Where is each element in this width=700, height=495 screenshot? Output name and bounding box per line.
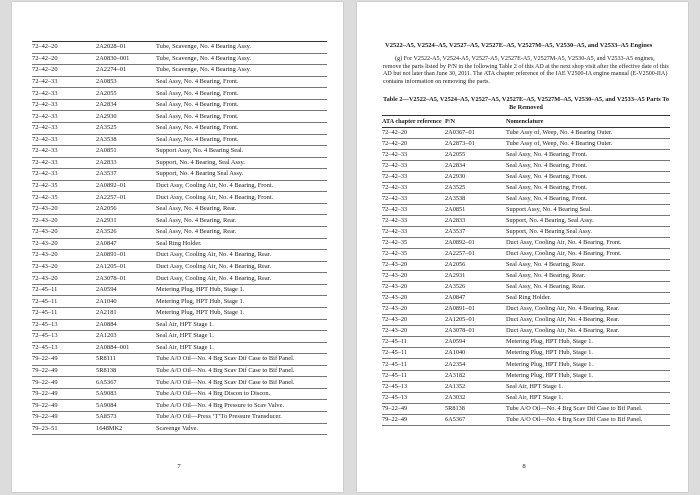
part-number-cell: 5A8573: [96, 412, 156, 424]
ata-reference-cell: 79–22–49: [32, 354, 96, 366]
nomenclature-cell: Duct Assy, Cooling Air, No. 4 Bearing, Front.: [156, 180, 327, 192]
table-row: [32, 284, 327, 296]
nomenclature-cell: Seal Assy, No. 4 Bearing, Front.: [156, 111, 327, 123]
table-header: [382, 116, 670, 128]
nomenclature-cell: Seal Assy, No. 4 Bearing, Front.: [506, 193, 670, 204]
ata-reference-cell: 72–42–33: [382, 193, 445, 204]
nomenclature-cell: Seal Assy, No. 4 Bearing, Front.: [506, 160, 670, 171]
table-row: [382, 414, 670, 425]
table-row: [382, 293, 670, 304]
ata-reference-cell: 72–45–13: [32, 342, 96, 354]
nomenclature-cell: Tube A/O Oil—No. 4 Brg Scav Dif Case to Bif Panel.: [156, 365, 327, 377]
nomenclature-cell: Metering Plug, HPT Hub, Stage 1.: [506, 348, 670, 359]
table-row: [382, 304, 670, 315]
table-row: [32, 180, 327, 192]
nomenclature-cell: Metering Plug, HPT Hub, Stage 1.: [506, 370, 670, 381]
part-number-cell: 2A0884–001: [96, 342, 156, 354]
part-number-cell: 5R8138: [445, 403, 506, 414]
table-row: [32, 354, 327, 366]
ata-reference-cell: 79–23–51: [32, 423, 96, 435]
nomenclature-cell: Tube A/O Oil—No. 4 Brg Scav Dif Case to Bif Panel.: [156, 377, 327, 389]
column-header-ata: ATA chapter reference: [382, 116, 445, 128]
ata-reference-cell: 72–42–33: [32, 88, 96, 100]
ata-reference-cell: 79–22–49: [32, 377, 96, 389]
part-number-cell: 2A3525: [445, 182, 506, 193]
ata-reference-cell: 72–42–20: [32, 65, 96, 77]
nomenclature-cell: Tube A/O Oil—No. 4 Brg Scav Dif Case to Bif Panel.: [156, 354, 327, 366]
part-number-cell: 2A3182: [445, 370, 506, 381]
nomenclature-cell: Tube, Scavenge, No. 4 Bearing Assy.: [156, 65, 327, 77]
ata-reference-cell: 72–42–33: [32, 122, 96, 134]
ata-reference-cell: 72–42–35: [382, 237, 445, 248]
part-number-cell: 2A0853: [96, 76, 156, 88]
nomenclature-cell: Seal Assy, No. 4 Bearing, Rear.: [156, 227, 327, 239]
ata-reference-cell: 72–42–33: [32, 157, 96, 169]
ata-reference-cell: 72–42–20: [32, 42, 96, 54]
part-number-cell: 2A3078–01: [445, 326, 506, 337]
table-row: [382, 204, 670, 215]
table-row: [32, 227, 327, 239]
table-row: [382, 337, 670, 348]
parts-table-continued: [32, 41, 327, 435]
table-row: [32, 169, 327, 181]
ata-reference-cell: 72–42–33: [382, 182, 445, 193]
part-number-cell: 2A0892–01: [445, 237, 506, 248]
part-number-cell: 2A1205–01: [96, 261, 156, 273]
part-number-cell: 2A0851: [445, 204, 506, 215]
nomenclature-cell: Metering Plug, HPT Hub, Stage 1.: [506, 337, 670, 348]
nomenclature-cell: Seal Air, HPT Stage 1.: [506, 392, 670, 403]
nomenclature-cell: Tube A/O Oil—No. 4 Brg Scav Dif Case to Bif Panel.: [506, 403, 670, 414]
part-number-cell: 5A9083: [96, 388, 156, 400]
part-number-cell: 2A0594: [96, 284, 156, 296]
table-row: [32, 146, 327, 158]
ata-reference-cell: 72–42–20: [382, 127, 445, 138]
nomenclature-cell: Duct Assy, Cooling Air, No. 4 Bearing, Front.: [156, 192, 327, 204]
table-row: [382, 403, 670, 414]
nomenclature-cell: Metering Plug, HPT Hub, Stage 1.: [156, 307, 327, 319]
table-caption: Table 2—V2522–A5, V2524–A5, V2527–A5, V2527E–A5, V2527M–A5, V2530–A5, and V2533–A5 Parts To Be Removed: [383, 96, 669, 111]
table-row: [32, 88, 327, 100]
ata-reference-cell: 72–42–33: [382, 215, 445, 226]
part-number-cell: 2A3032: [445, 392, 506, 403]
parts-table-2: [382, 115, 670, 426]
nomenclature-cell: Support Assy, No. 4 Bearing Seal.: [506, 204, 670, 215]
part-number-cell: 2A0830–001: [96, 53, 156, 65]
table-row: [32, 157, 327, 169]
ata-reference-cell: 72–43–20: [382, 304, 445, 315]
table-row: [382, 149, 670, 160]
nomenclature-cell: Metering Plug, HPT Hub, Stage 1.: [506, 359, 670, 370]
ata-reference-cell: 72–42–33: [382, 204, 445, 215]
nomenclature-cell: Seal Assy, No. 4 Bearing, Front.: [506, 171, 670, 182]
nomenclature-cell: Tube, Scavenge, No. 4 Bearing Assy.: [156, 42, 327, 54]
nomenclature-cell: Duct Assy, Cooling Air, No. 4 Bearing, Rear.: [506, 315, 670, 326]
ata-reference-cell: 72–43–20: [382, 271, 445, 282]
nomenclature-cell: Seal Assy, No. 4 Bearing, Rear.: [506, 282, 670, 293]
nomenclature-cell: Support, No. 4 Bearing, Seal Assy.: [156, 157, 327, 169]
section-heading: V2522–A5, V2524–A5, V2527–A5, V2527E–A5, V2527M–A5, V2530–A5, and V2533–A5 Engines: [385, 42, 653, 49]
column-header-pn: P/N: [445, 116, 506, 128]
part-number-cell: 2A2833: [96, 157, 156, 169]
part-number-cell: 2A3525: [96, 122, 156, 134]
nomenclature-cell: Seal Air, HPT Stage 1.: [156, 319, 327, 331]
part-number-cell: 2A1040: [445, 348, 506, 359]
table-row: [32, 377, 327, 389]
ata-reference-cell: 72–42–33: [382, 171, 445, 182]
table-row: [32, 76, 327, 88]
nomenclature-cell: Seal Assy, No. 4 Bearing, Front.: [156, 76, 327, 88]
part-number-cell: 2A1040: [96, 296, 156, 308]
ata-reference-cell: 72–45–13: [32, 319, 96, 331]
ata-reference-cell: 72–45–11: [382, 370, 445, 381]
ata-reference-cell: 72–42–33: [382, 226, 445, 237]
nomenclature-cell: Seal Assy, No. 4 Bearing, Front.: [156, 134, 327, 146]
paragraph-text: (g) For V2522-A5, V2524-A5, V2527-A5, V2527E-A5, V2527M-A5, V2530-A5, and V2533-A5 engines, remove the parts listed by P/N in the following Table 2 of this AD at the next shop visit after the effective date of this AD but not later than June 30, 2011. The ATA chapter reference of the IAE V2500-IA engine manual (E-V2500-IIA) contains information on removing the parts.: [383, 56, 669, 85]
parts-table-body: [382, 127, 670, 425]
table-row: [32, 296, 327, 308]
nomenclature-cell: Duct Assy, Cooling Air, No. 4 Bearing, Rear.: [156, 261, 327, 273]
part-number-cell: 2A2055: [445, 149, 506, 160]
table-row: [382, 127, 670, 138]
nomenclature-cell: Tube A/O Oil—No. 4 Brg Scav Dif Case to Bif Panel.: [506, 414, 670, 425]
part-number-cell: 5R8138: [96, 365, 156, 377]
nomenclature-cell: Seal Assy, No. 4 Bearing, Rear.: [156, 203, 327, 215]
table-row: [32, 331, 327, 343]
table-row: [32, 53, 327, 65]
ata-reference-cell: 72–43–20: [32, 203, 96, 215]
table-row: [382, 226, 670, 237]
nomenclature-cell: Support, No. 4 Bearing Seal Assy.: [506, 226, 670, 237]
ata-reference-cell: 72–45–13: [32, 331, 96, 343]
ata-reference-cell: 72–45–11: [382, 359, 445, 370]
nomenclature-cell: Duct Assy, Cooling Air, No. 4 Bearing, Rear.: [506, 304, 670, 315]
ata-reference-cell: 72–45–11: [382, 337, 445, 348]
table-row: [382, 138, 670, 149]
part-number-cell: 2A2931: [96, 215, 156, 227]
ata-reference-cell: 72–43–20: [32, 261, 96, 273]
part-number-cell: 2A0367–01: [445, 127, 506, 138]
ata-reference-cell: 72–43–20: [382, 282, 445, 293]
part-number-cell: 2A2834: [445, 160, 506, 171]
part-number-cell: 2A2274–01: [96, 65, 156, 77]
table-row: [382, 359, 670, 370]
ata-reference-cell: 72–42–33: [32, 111, 96, 123]
table-row: [382, 392, 670, 403]
ata-reference-cell: 79–22–49: [382, 403, 445, 414]
table-row: [382, 282, 670, 293]
part-number-cell: 2A2257–01: [445, 249, 506, 260]
part-number-cell: 2A0891–01: [96, 250, 156, 262]
ata-reference-cell: 79–22–49: [382, 414, 445, 425]
table-row: [32, 134, 327, 146]
part-number-cell: 2A3538: [96, 134, 156, 146]
parts-table-body: [32, 42, 327, 435]
part-number-cell: 2A0884: [96, 319, 156, 331]
right-document-page: [357, 2, 688, 492]
part-number-cell: 2A3537: [96, 169, 156, 181]
ata-reference-cell: 72–43–20: [382, 260, 445, 271]
table-row: [32, 122, 327, 134]
part-number-cell: 2A1352: [445, 381, 506, 392]
part-number-cell: 2A2834: [96, 99, 156, 111]
table-row: [32, 319, 327, 331]
table-row: [382, 348, 670, 359]
part-number-cell: 2A2056: [445, 260, 506, 271]
ata-reference-cell: 72–45–11: [32, 296, 96, 308]
ata-reference-cell: 72–45–13: [382, 392, 445, 403]
part-number-cell: 5A9084: [96, 400, 156, 412]
ata-reference-cell: 72–43–20: [32, 215, 96, 227]
part-number-cell: 2A0892–01: [96, 180, 156, 192]
ata-reference-cell: 72–42–35: [382, 249, 445, 260]
ata-reference-cell: 72–45–11: [382, 348, 445, 359]
table-row: [382, 370, 670, 381]
ata-reference-cell: 72–45–13: [382, 381, 445, 392]
part-number-cell: 2A2257–01: [96, 192, 156, 204]
ata-reference-cell: 72–42–33: [382, 160, 445, 171]
nomenclature-cell: Seal Air, HPT Stage 1.: [506, 381, 670, 392]
part-number-cell: 2A2833: [445, 215, 506, 226]
table-row: [32, 400, 327, 412]
nomenclature-cell: Duct Assy, Cooling Air, No. 4 Bearing, Front.: [506, 237, 670, 248]
part-number-cell: 2A1203: [96, 331, 156, 343]
nomenclature-cell: Seal Assy, No. 4 Bearing, Front.: [156, 122, 327, 134]
table-row: [32, 238, 327, 250]
table-row: [32, 65, 327, 77]
ata-reference-cell: 72–43–20: [382, 293, 445, 304]
ata-reference-cell: 72–43–20: [382, 326, 445, 337]
ata-reference-cell: 72–42–35: [32, 192, 96, 204]
part-number-cell: 2A0847: [96, 238, 156, 250]
part-number-cell: 2A0847: [445, 293, 506, 304]
nomenclature-cell: Seal Assy, No. 4 Bearing, Front.: [506, 182, 670, 193]
ata-reference-cell: 72–43–20: [32, 250, 96, 262]
part-number-cell: 2A2028–01: [96, 42, 156, 54]
nomenclature-cell: Tube, Scavenge, No. 4 Bearing Assy.: [156, 53, 327, 65]
page-number: 7: [177, 463, 181, 470]
part-number-cell: 2A3537: [445, 226, 506, 237]
ata-reference-cell: 79–22–49: [32, 400, 96, 412]
part-number-cell: 2A3538: [445, 193, 506, 204]
table-row: [382, 249, 670, 260]
ata-reference-cell: 72–43–20: [382, 315, 445, 326]
nomenclature-cell: Seal Assy, No. 4 Bearing, Rear.: [506, 271, 670, 282]
table-row: [382, 215, 670, 226]
ata-reference-cell: 72–42–20: [382, 138, 445, 149]
nomenclature-cell: Duct Assy, Cooling Air, No. 4 Bearing, Rear.: [156, 250, 327, 262]
table-row: [32, 203, 327, 215]
nomenclature-cell: Seal Ring Holder.: [156, 238, 327, 250]
part-number-cell: 2A0891–01: [445, 304, 506, 315]
table-row: [32, 99, 327, 111]
nomenclature-cell: Tube Assy of, Weep, No. 4 Bearing Outer.: [506, 138, 670, 149]
part-number-cell: 6A5367: [96, 377, 156, 389]
part-number-cell: 2A2354: [445, 359, 506, 370]
table-row: [32, 261, 327, 273]
left-document-page: [12, 2, 343, 492]
nomenclature-cell: Tube A/O Oil—No. 4 Brg Pressure to Scav Valve.: [156, 400, 327, 412]
nomenclature-cell: Support Assy, No. 4 Bearing Seal.: [156, 146, 327, 158]
nomenclature-cell: Duct Assy, Cooling Air, No. 4 Bearing, Rear.: [506, 326, 670, 337]
ata-reference-cell: 72–42–33: [32, 146, 96, 158]
part-number-cell: 2A2181: [96, 307, 156, 319]
nomenclature-cell: Seal Ring Holder.: [506, 293, 670, 304]
part-number-cell: 2A2055: [96, 88, 156, 100]
paragraph-g: [383, 56, 671, 86]
table-row: [32, 42, 327, 54]
table-row: [382, 381, 670, 392]
part-number-cell: 2A3526: [96, 227, 156, 239]
nomenclature-cell: Support, No. 4 Bearing, Seal Assy.: [506, 215, 670, 226]
table-row: [32, 365, 327, 377]
table-row: [32, 192, 327, 204]
ata-reference-cell: 72–45–11: [32, 307, 96, 319]
nomenclature-cell: Seal Assy, No. 4 Bearing, Front.: [156, 88, 327, 100]
ata-reference-cell: 72–43–20: [32, 273, 96, 285]
table-row: [382, 260, 670, 271]
table-row: [32, 342, 327, 354]
ata-reference-cell: 72–43–20: [32, 238, 96, 250]
column-header-nomenclature: Nomenclature: [506, 116, 670, 128]
part-number-cell: 6A5367: [445, 414, 506, 425]
ata-reference-cell: 72–42–33: [32, 76, 96, 88]
ata-reference-cell: 72–42–33: [32, 99, 96, 111]
nomenclature-cell: Seal Assy, No. 4 Bearing, Front.: [506, 149, 670, 160]
nomenclature-cell: Seal Air, HPT Stage 1.: [156, 342, 327, 354]
part-number-cell: 1648MK2: [96, 423, 156, 435]
table-row: [32, 273, 327, 285]
table-row: [382, 160, 670, 171]
ata-reference-cell: 72–45–11: [32, 284, 96, 296]
part-number-cell: 2A0851: [96, 146, 156, 158]
nomenclature-cell: Metering Plug, HPT Hub, Stage 1.: [156, 296, 327, 308]
ata-reference-cell: 72–42–33: [32, 169, 96, 181]
ata-reference-cell: 79–22–49: [32, 388, 96, 400]
nomenclature-cell: Metering Plug, HPT Hub, Stage 1.: [156, 284, 327, 296]
part-number-cell: 2A2931: [445, 271, 506, 282]
part-number-cell: 2A2930: [445, 171, 506, 182]
nomenclature-cell: Scavenge Valve.: [156, 423, 327, 435]
table-row: [32, 423, 327, 435]
nomenclature-cell: Support, No. 4 Bearing Seal Assy.: [156, 169, 327, 181]
table-row: [382, 271, 670, 282]
part-number-cell: 2A3078–01: [96, 273, 156, 285]
part-number-cell: 2A2930: [96, 111, 156, 123]
nomenclature-cell: Seal Assy, No. 4 Bearing, Front.: [156, 99, 327, 111]
table-row: [32, 412, 327, 424]
ata-reference-cell: 72–42–33: [32, 134, 96, 146]
part-number-cell: 2A1205–01: [445, 315, 506, 326]
table-row: [32, 388, 327, 400]
nomenclature-cell: Seal Assy, No. 4 Bearing, Rear.: [156, 215, 327, 227]
ata-reference-cell: 72–42–20: [32, 53, 96, 65]
table-row: [382, 237, 670, 248]
ata-reference-cell: 72–43–20: [32, 227, 96, 239]
nomenclature-cell: Seal Air, HPT Stage 1.: [156, 331, 327, 343]
nomenclature-cell: Tube Assy of, Weep, No. 4 Bearing Outer.: [506, 127, 670, 138]
nomenclature-cell: Tube A/O Oil—No. 4 Brg Discon to Discon.: [156, 388, 327, 400]
table-row: [382, 326, 670, 337]
part-number-cell: 5R8111: [96, 354, 156, 366]
nomenclature-cell: Tube A/O Oil—Press ‘T’To Pressure Transducer.: [156, 412, 327, 424]
ata-reference-cell: 72–42–35: [32, 180, 96, 192]
part-number-cell: 2A2056: [96, 203, 156, 215]
table-row: [32, 250, 327, 262]
nomenclature-cell: Duct Assy, Cooling Air, No. 4 Bearing, Front.: [506, 249, 670, 260]
part-number-cell: 2A3526: [445, 282, 506, 293]
nomenclature-cell: Seal Assy, No. 4 Bearing, Rear.: [506, 260, 670, 271]
table-row: [382, 315, 670, 326]
page-number: 8: [522, 463, 526, 470]
part-number-cell: 2A0594: [445, 337, 506, 348]
table-row: [32, 111, 327, 123]
ata-reference-cell: 72–42–33: [382, 149, 445, 160]
nomenclature-cell: Duct Assy, Cooling Air, No. 4 Bearing, Rear.: [156, 273, 327, 285]
part-number-cell: 2A2873–01: [445, 138, 506, 149]
table-row: [382, 182, 670, 193]
table-row: [382, 171, 670, 182]
table-row: [382, 193, 670, 204]
table-row: [32, 307, 327, 319]
table-row: [32, 215, 327, 227]
ata-reference-cell: 79–22–49: [32, 365, 96, 377]
ata-reference-cell: 79–22–49: [32, 412, 96, 424]
